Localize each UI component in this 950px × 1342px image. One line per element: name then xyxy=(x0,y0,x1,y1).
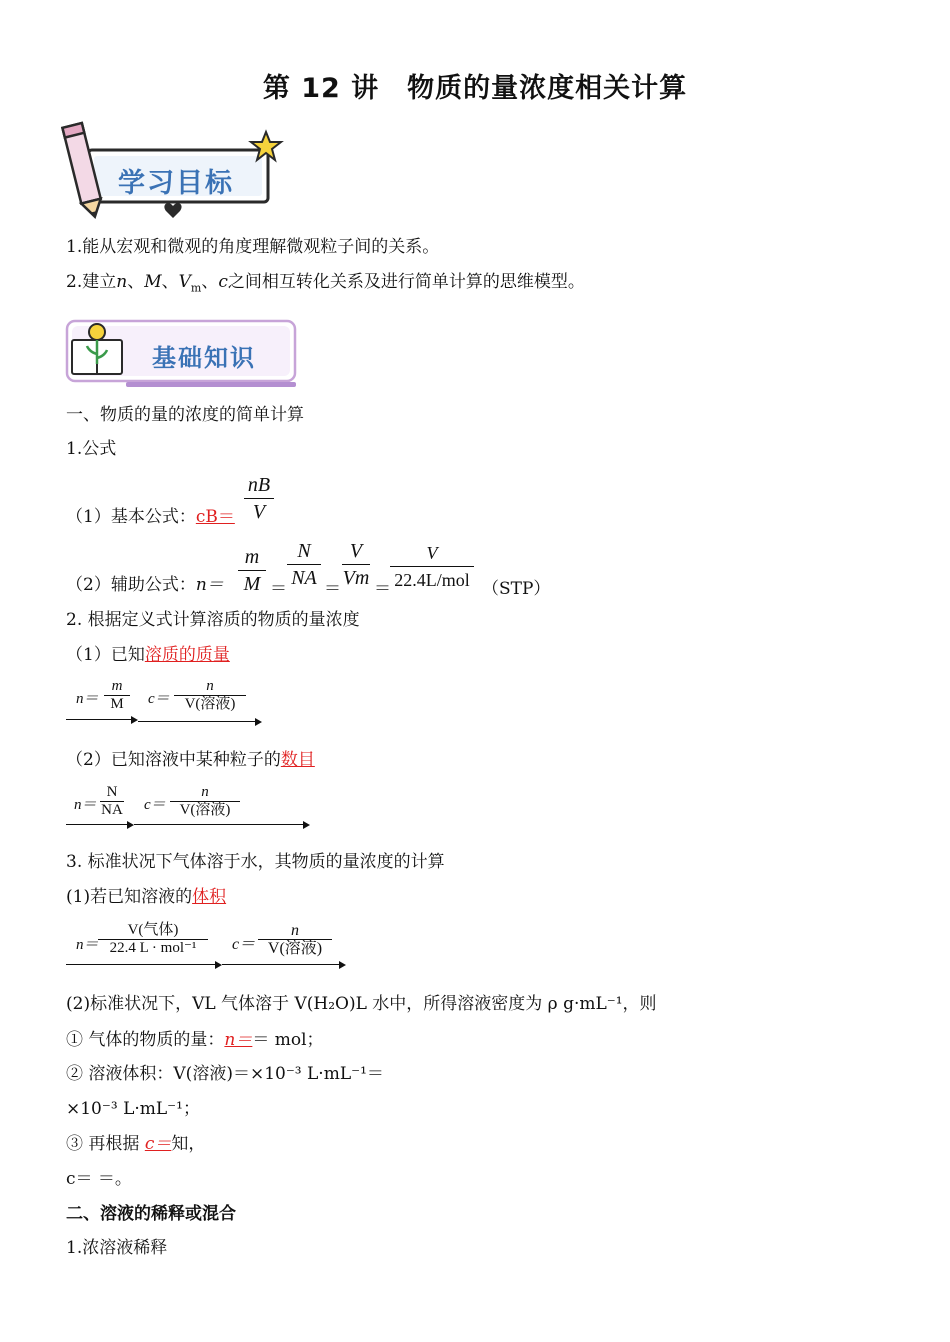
scheme-3 xyxy=(66,922,356,968)
aux-frac-3-den: Vm xyxy=(342,567,370,589)
scheme3-left-lhs: n＝ xyxy=(76,937,99,953)
learning-goals-label: 学习目标 xyxy=(118,168,234,199)
known-2-answer: 数目 xyxy=(280,750,315,770)
scheme1-left-den: M xyxy=(104,695,130,713)
scheme2-left-den: NA xyxy=(101,802,123,818)
aux-frac-4-num: V xyxy=(426,543,438,563)
scheme2-left-num: N xyxy=(106,784,118,800)
section-2-heading: 二、溶液的稀释或混合 xyxy=(66,1204,236,1224)
aux-formula-label: （2）辅助公式： xyxy=(66,575,196,595)
step-3-line xyxy=(66,1133,205,1155)
page-title: 第 12 讲 物质的量浓度相关计算 xyxy=(262,73,688,104)
basic-formula-answer: cB＝ xyxy=(195,507,235,527)
step-1-prefix: ① 气体的物质的量： xyxy=(66,1030,225,1050)
goal2-suffix: 之间相互转化关系及进行简单计算的思维模型。 xyxy=(227,272,585,292)
step-3-prefix: ③ 再根据 xyxy=(66,1134,145,1154)
aux-frac-1-num: m xyxy=(244,546,260,568)
basic-frac-num: nB xyxy=(247,474,271,496)
basic-formula-fraction xyxy=(244,472,274,525)
step-2-line: ② 溶液体积：V(溶液)＝×10⁻³ L·mL⁻¹＝ xyxy=(66,1064,384,1084)
step-3-answer: c＝ xyxy=(144,1134,172,1154)
scheme3-right-den: V(溶液) xyxy=(258,939,332,957)
aux-formula-lhs: n＝ xyxy=(195,575,224,595)
scheme1-right-lhs: c＝ xyxy=(148,691,170,707)
scheme-1 xyxy=(66,678,266,726)
goal2-V: V xyxy=(178,272,191,292)
aux-frac-1-den: M xyxy=(243,573,261,595)
known-3-line xyxy=(66,886,226,908)
formula-title: 1.公式 xyxy=(66,439,117,459)
goal2-c: c xyxy=(218,272,228,292)
step-2b-line: ×10⁻³ L·mL⁻¹； xyxy=(66,1099,200,1119)
step-3-suffix: 知， xyxy=(171,1134,206,1154)
known-1-prefix: （1）已知 xyxy=(66,645,145,665)
scheme2-arrow-2 xyxy=(134,824,304,825)
scheme3-right-num: n xyxy=(291,922,299,939)
scheme1-right-num: n xyxy=(206,678,214,694)
aux-eq-3: ＝ xyxy=(374,579,391,599)
known-1-answer: 溶质的质量 xyxy=(144,645,230,665)
goal2-sep2: 、 xyxy=(161,272,179,292)
basic-formula-line xyxy=(66,506,235,528)
known-3-answer: 体积 xyxy=(192,887,227,907)
aux-formula-line xyxy=(66,574,224,596)
aux-eq-1: ＝ xyxy=(270,579,287,599)
aux-frac-2 xyxy=(287,538,321,591)
section-2-sub-1: 1.浓溶液稀释 xyxy=(66,1238,168,1258)
scheme1-arrow-2 xyxy=(138,721,256,722)
goal-item-1: 1.能从宏观和微观的角度理解微观粒子间的关系。 xyxy=(66,237,440,257)
known-1-line xyxy=(66,644,230,666)
known-3-prefix: (1)若已知溶液的 xyxy=(66,887,193,907)
basic-frac-den: V xyxy=(252,501,266,523)
scheme1-arrow-1 xyxy=(66,719,132,720)
aux-frac-4-den: 22.4L/mol xyxy=(394,570,470,590)
goal2-n: n xyxy=(116,272,128,292)
section-1-heading: 一、物质的量的浓度的简单计算 xyxy=(66,405,304,425)
known-2-line xyxy=(66,749,315,771)
aux-frac-3-num: V xyxy=(349,540,363,562)
scheme3-arrow-1 xyxy=(66,964,216,965)
scheme3-arrow-2 xyxy=(222,964,340,965)
goal2-M: M xyxy=(144,272,162,292)
aux-frac-2-num: N xyxy=(297,540,311,562)
scheme3-right-lhs: c＝ xyxy=(232,936,256,953)
scheme1-right-den: V(溶液) xyxy=(174,695,246,713)
goal2-sep3: 、 xyxy=(201,272,219,292)
scheme2-left-lhs: n＝ xyxy=(74,797,97,813)
scheme2-arrow-1 xyxy=(66,824,128,825)
aux-frac-3 xyxy=(342,538,370,591)
scheme1-left-num: m xyxy=(111,678,123,694)
goal2-m-sub: m xyxy=(190,281,202,295)
basic-formula-label: （1）基本公式： xyxy=(66,507,196,527)
scheme3-left-den: 22.4 L · mol⁻¹ xyxy=(98,939,208,957)
basic-knowledge-banner xyxy=(64,318,300,390)
step-1-line xyxy=(66,1029,324,1051)
scheme1-left-lhs: n＝ xyxy=(76,691,99,707)
goal2-sep1: 、 xyxy=(127,272,145,292)
scheme2-right-num: n xyxy=(201,784,209,800)
calc-title: 2. 根据定义式计算溶质的物质的量浓度 xyxy=(66,610,360,630)
goal2-prefix: 2.建立 xyxy=(66,272,117,292)
scheme2-right-lhs: c＝ xyxy=(144,797,166,813)
basic-knowledge-label: 基础知识 xyxy=(152,344,256,372)
scheme3-left-num: V(气体) xyxy=(127,922,179,938)
step-1-answer: n＝ xyxy=(224,1030,253,1050)
step-4-line: c＝ ＝。 xyxy=(66,1169,132,1189)
learning-goals-banner xyxy=(60,118,285,220)
std-title: 3. 标准状况下气体溶于水，其物质的量浓度的计算 xyxy=(66,852,445,872)
step-1-suffix: ＝ mol； xyxy=(252,1030,324,1050)
goal-item-2 xyxy=(66,271,585,299)
aux-frac-4 xyxy=(390,540,474,593)
stp-label: （STP） xyxy=(482,579,551,599)
known-4-line: (2)标准状况下，VL 气体溶于 V(H₂O)L 水中，所得溶液密度为 ρ g·mL⁻¹，则 xyxy=(66,994,657,1014)
aux-frac-1 xyxy=(238,544,266,597)
aux-eq-2: ＝ xyxy=(324,579,341,599)
scheme-2 xyxy=(66,784,266,828)
scheme2-right-den: V(溶液) xyxy=(170,801,240,819)
known-2-prefix: （2）已知溶液中某种粒子的 xyxy=(66,750,281,770)
aux-frac-2-den: NA xyxy=(291,567,317,589)
